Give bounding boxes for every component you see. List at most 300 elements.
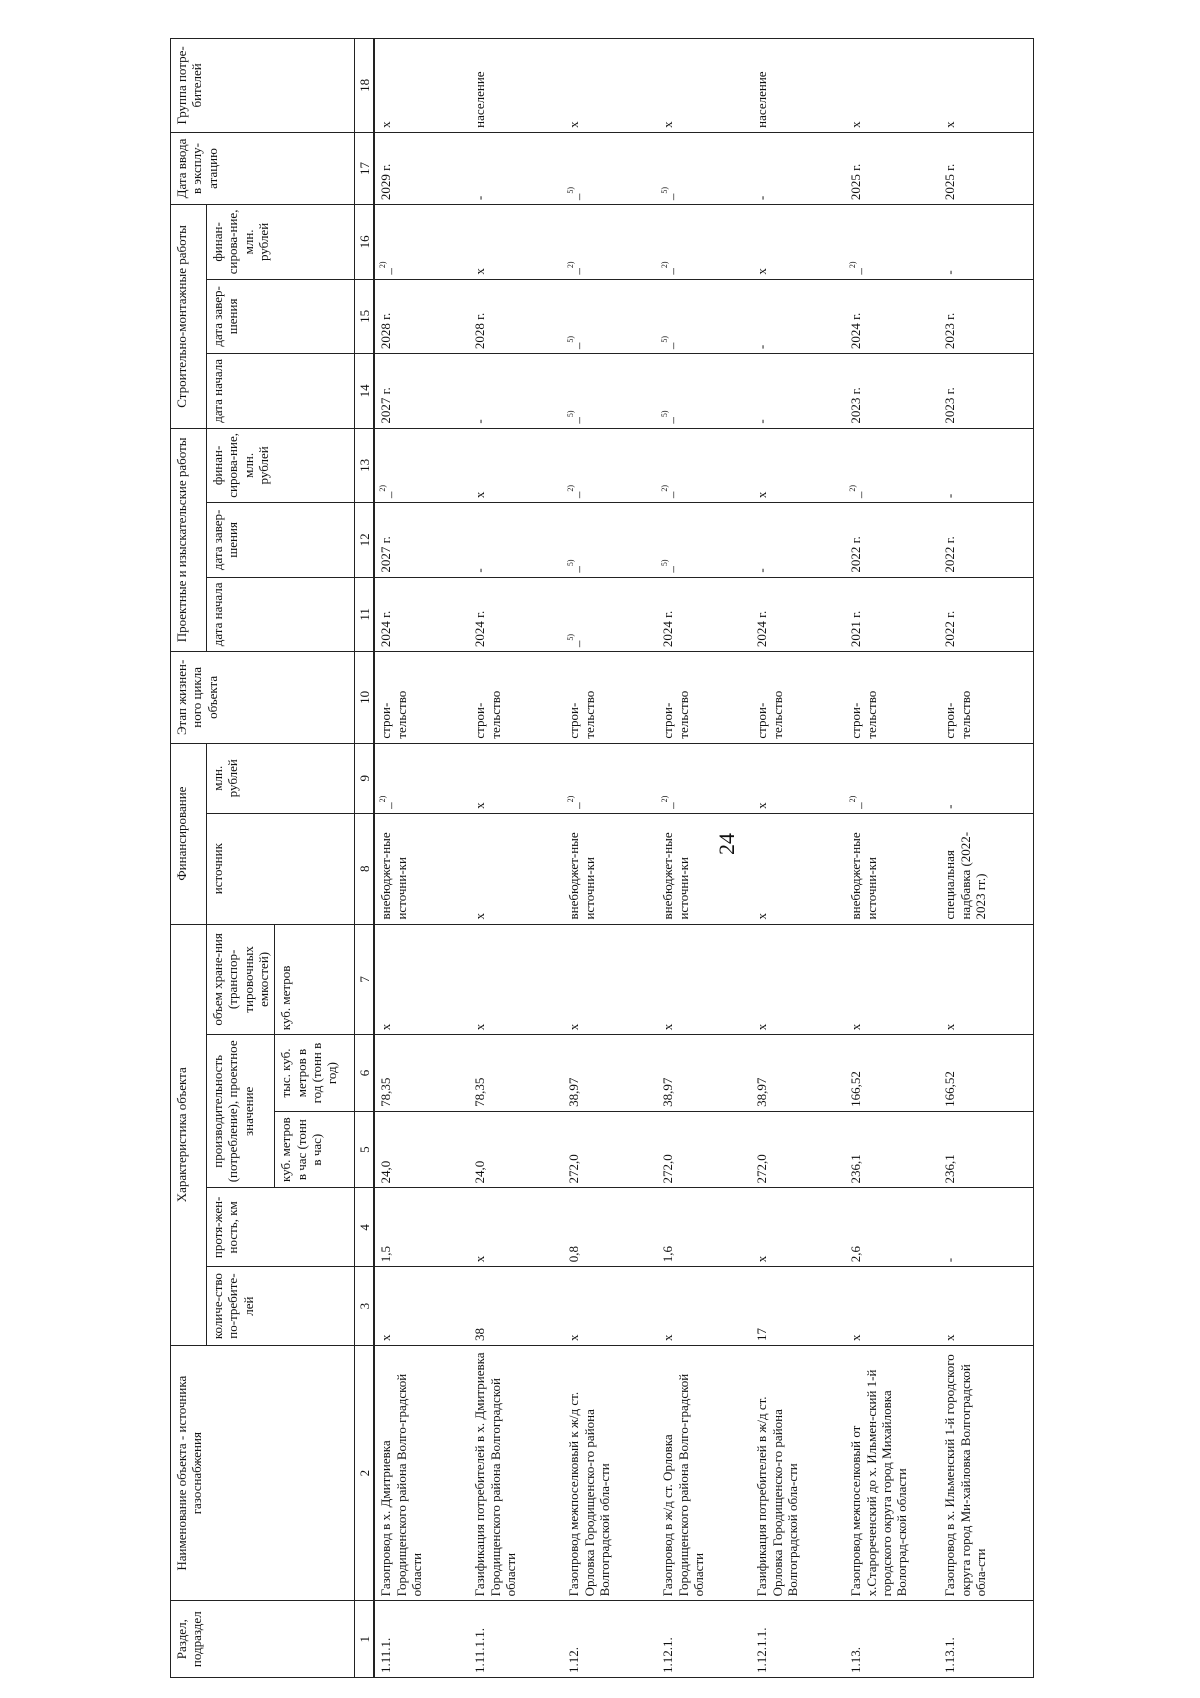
header-commissioning: Дата ввода в эксплу-атацию [171,132,355,204]
cell-value: строи-тельство [942,690,973,739]
cell-sec [751,1601,845,1678]
header-design: Проектные и изыскательские работы [171,428,207,651]
footnote-marker: 2) [378,484,388,492]
cell-value: x [566,121,582,128]
header-design-funding: финан-сирова-ние, млн. рублей [207,428,355,503]
cell-c7 [939,924,1034,1035]
cell-c14 [939,354,1034,428]
cell-c18 [657,39,751,133]
cell-c10 [563,652,657,744]
footnote-marker: 2) [848,484,858,492]
cell-value: строи-тельство [754,690,785,739]
col-number: 10 [355,652,375,744]
cell-c12 [845,503,939,577]
cell-c8 [657,813,751,924]
cell-value: 1.11.1. [378,1637,394,1673]
cell-c15 [374,279,469,353]
cell-c8 [939,813,1034,924]
col-number: 6 [355,1035,375,1112]
cell-value: Газификация потребителей в ж/д ст. Орловка Городищенско-го района Волгоградской обла-сти [754,1396,800,1597]
cell-c5 [845,1111,939,1188]
cell-value: x [566,1023,582,1031]
cell-value: 78,35 [378,1077,394,1107]
cell-value: x [472,1023,488,1031]
cell-c9 [939,743,1034,813]
cell-c10 [469,652,563,744]
cell-value: x [378,1023,394,1031]
cell-value: Газификация потребителей в х. Дмитриевка Городищенского района Волгоградской области [472,1352,518,1597]
footnote-marker: 2) [848,795,858,803]
cell-value: 2022 г. [848,536,864,573]
cell-c8 [469,813,563,924]
header-source: источник [207,813,355,924]
footnote-marker: 5) [566,410,576,418]
cell-value: 1.13.1. [942,1637,958,1673]
header-consumers-count: количе-ство по-требите-лей [207,1267,355,1346]
footnote-marker: 2) [848,261,858,269]
cell-value: внебюджет-ные источни-ки [660,832,691,920]
cell-value: 2023 г. [942,387,958,424]
cell-c14 [657,354,751,428]
cell-c14 [374,354,469,428]
cell-sec [845,1601,939,1678]
header-storage: объем хране-ния (транспор-тировочных емкостей) [207,924,275,1035]
cell-c15 [939,279,1034,353]
col-number: 1 [355,1601,375,1678]
cell-value: 272,0 [660,1154,676,1184]
header-consumer-group: Группа потре-бителей [171,39,355,133]
footnote-marker: 2) [660,484,670,492]
cell-value: 2023 г. [848,387,864,424]
header-stage: Этап жизнен-ного цикла объекта [171,652,355,744]
cell-c9 [751,743,845,813]
cell-c16 [939,205,1034,279]
cell-c6 [563,1035,657,1112]
cell-c15 [751,279,845,353]
cell-value: _ [660,491,676,499]
col-number: 9 [355,743,375,813]
cell-value: 236,1 [848,1154,864,1184]
cell-c16 [563,205,657,279]
header-construction: Строительно-монтажные работы [171,205,207,428]
cell-value: x [472,491,488,499]
cell-c13 [751,428,845,503]
cell-value: _ [566,566,582,573]
cell-c11 [563,577,657,651]
cell-c17 [469,132,563,204]
table-body [374,39,1034,1678]
col-number: 18 [355,39,375,133]
cell-c9 [374,743,469,813]
header-construction-end: дата завер-шения [207,279,355,353]
col-number: 13 [355,428,375,503]
cell-value: x [942,1334,958,1341]
cell-value: x [942,121,958,128]
cell-c18 [751,39,845,133]
footnote-marker: 2) [660,795,670,803]
cell-c16 [657,205,751,279]
cell-value: 2022 г. [942,536,958,573]
cell-value: строи-тельство [566,690,597,739]
cell-c11 [374,577,469,651]
cell-c10 [751,652,845,744]
rotated-table-container [170,38,1198,1678]
footnote-marker: 5) [660,559,670,567]
cell-c7 [563,924,657,1035]
cell-value: x [660,1334,676,1341]
cell-name [751,1345,845,1600]
table-row [751,39,845,1678]
cell-name [469,1345,563,1600]
cell-value: _ [660,268,676,275]
cell-c13 [374,428,469,503]
cell-value: - [472,195,488,201]
col-number: 8 [355,813,375,924]
cell-value: _ [566,268,582,275]
cell-c5 [939,1111,1034,1188]
cell-value: 166,52 [848,1071,864,1107]
cell-c11 [469,577,563,651]
cell-value: 1.13. [848,1647,864,1673]
cell-c13 [845,428,939,503]
cell-value: строи-тельство [378,690,409,739]
col-number: 15 [355,279,375,353]
cell-value: _ [660,342,676,350]
footnote-marker: 2) [566,261,576,269]
cell-value: 24,0 [378,1160,394,1184]
cell-c12 [563,503,657,577]
cell-value: - [942,1257,958,1263]
col-number: 2 [355,1345,375,1600]
cell-c5 [563,1111,657,1188]
cell-value: Газопровод межпоселковый от х.Старореченский до х. Ильмен-ский 1-й городского округа город Михайловка Волоград-ской области [848,1369,910,1597]
col-number: 17 [355,132,375,204]
cell-c15 [657,279,751,353]
col-number: 4 [355,1188,375,1267]
cell-sec [657,1601,751,1678]
cell-c15 [563,279,657,353]
col-number: 14 [355,354,375,428]
cell-c4 [374,1188,469,1267]
cell-c4 [563,1188,657,1267]
cell-value: - [754,568,770,573]
cell-c3 [845,1267,939,1346]
header-name: Наименование объекта - источника газоснабжения [171,1345,355,1600]
cell-c5 [751,1111,845,1188]
cell-c9 [845,743,939,813]
cell-value: x [848,1334,864,1341]
footnote-marker: 5) [566,187,576,194]
cell-c13 [469,428,563,503]
cell-c7 [469,924,563,1035]
cell-sec [374,1601,469,1678]
cell-value: x [754,913,770,920]
footnote-marker: 5) [566,559,576,567]
cell-c18 [374,39,469,133]
header-capacity: производительность (потребление), проектное значение [207,1035,275,1188]
header-thous-cub-per-year: тыс. куб. метров в год (тонн в год) [275,1035,355,1112]
cell-value: 2028 г. [472,312,488,350]
cell-value: x [472,802,488,809]
cell-value: внебюджет-ные источни-ки [566,832,597,920]
cell-name [657,1345,751,1600]
cell-c12 [939,503,1034,577]
cell-c18 [563,39,657,133]
cell-c7 [845,924,939,1035]
cell-c13 [563,428,657,503]
cell-c3 [657,1267,751,1346]
cell-value: - [942,493,958,499]
cell-value: 1.11.1.1. [472,1627,488,1673]
cell-value: x [754,491,770,499]
cell-value: 38,97 [566,1077,582,1107]
cell-c14 [563,354,657,428]
cell-c18 [939,39,1034,133]
cell-value: 1.12.1. [660,1637,676,1673]
cell-c8 [563,813,657,924]
header-cub-per-hour: куб. метров в час (тонн в час) [275,1111,355,1188]
cell-value: 2025 г. [848,163,864,201]
cell-name [374,1345,469,1600]
cell-value: x [942,1023,958,1031]
cell-c17 [374,132,469,204]
cell-value: 2029 г. [378,163,394,201]
cell-c11 [751,577,845,651]
cell-value: - [754,195,770,201]
cell-sec [469,1601,563,1678]
cell-c4 [469,1188,563,1267]
cell-c15 [845,279,939,353]
cell-value: - [472,568,488,573]
cell-value: 2027 г. [378,387,394,424]
cell-value: 0,8 [566,1245,582,1263]
cell-c8 [845,813,939,924]
header-mln-rub: млн. рублей [207,743,355,813]
footnote-marker: 2) [378,795,388,803]
cell-value: 2,6 [848,1245,864,1263]
cell-value: _ [378,491,394,499]
footnote-marker: 5) [660,335,670,343]
header-section: Раздел, подраздел [171,1601,355,1678]
cell-c12 [751,503,845,577]
cell-value: 2024 г. [472,610,488,648]
cell-value: x [660,1023,676,1031]
cell-value: 2024 г. [660,610,676,648]
header-characteristics: Характеристика объекта [171,924,207,1345]
cell-sec [939,1601,1034,1678]
cell-value: x [754,802,770,809]
table-row [845,39,939,1678]
cell-value: 2027 г. [378,536,394,573]
cell-value: _ [848,491,864,499]
cell-value: Газопровод в х. Ильменский 1-й городского округа город Ми-хайловка Волгоградской обла-сти [942,1354,988,1597]
header-design-start: дата начала [207,577,355,651]
table-row [563,39,657,1678]
cell-value: x [378,1334,394,1341]
cell-c3 [563,1267,657,1346]
cell-c6 [657,1035,751,1112]
table-row [657,39,751,1678]
cell-value: специальная надбавка (2022-2023 гг.) [942,831,988,920]
cell-c12 [469,503,563,577]
cell-value: 2024 г. [848,312,864,350]
cell-c13 [657,428,751,503]
cell-value: _ [660,802,676,809]
cell-c4 [751,1188,845,1267]
cell-value: _ [660,417,676,424]
cell-value: строи-тельство [848,690,879,739]
cell-value: 272,0 [754,1154,770,1184]
cell-c7 [751,924,845,1035]
col-number: 3 [355,1267,375,1346]
cell-value: x [472,268,488,275]
cell-value: 78,35 [472,1077,488,1107]
cell-name [563,1345,657,1600]
col-number: 16 [355,205,375,279]
cell-c10 [845,652,939,744]
cell-c16 [751,205,845,279]
cell-value: Газопровод в х. Дмитриевка Городищенского района Волго-градской области [378,1373,424,1597]
cell-value: население [472,71,488,128]
cell-value: x [754,1255,770,1263]
cell-value: 24,0 [472,1160,488,1184]
cell-value: 236,1 [942,1154,958,1184]
cell-value: _ [378,802,394,809]
cell-c10 [374,652,469,744]
cell-value: _ [566,342,582,350]
cell-value: 1.12.1.1. [754,1627,770,1673]
cell-c9 [657,743,751,813]
cell-c12 [374,503,469,577]
cell-sec [563,1601,657,1678]
cell-c16 [845,205,939,279]
cell-c17 [939,132,1034,204]
cell-value: x [848,121,864,128]
header-financing: Финансирование [171,743,207,924]
cell-c18 [469,39,563,133]
cell-c11 [657,577,751,651]
cell-value: 2022 г. [942,610,958,648]
cell-c3 [939,1267,1034,1346]
cell-c7 [657,924,751,1035]
cell-c5 [374,1111,469,1188]
cell-value: _ [566,193,582,201]
cell-value: 166,52 [942,1071,958,1107]
cell-value: - [942,270,958,275]
cell-c16 [469,205,563,279]
cell-c5 [469,1111,563,1188]
cell-c17 [657,132,751,204]
cell-value: 1,5 [378,1245,394,1263]
cell-c8 [374,813,469,924]
cell-c11 [939,577,1034,651]
cell-c10 [657,652,751,744]
cell-value: строи-тельство [660,690,691,739]
gas-supply-table [170,38,1034,1678]
cell-c4 [845,1188,939,1267]
table-row [469,39,563,1678]
footnote-marker: 5) [660,187,670,194]
cell-value: _ [848,802,864,809]
cell-value: _ [566,417,582,424]
cell-c15 [469,279,563,353]
cell-c6 [939,1035,1034,1112]
footnote-marker: 2) [378,261,388,269]
cell-c17 [845,132,939,204]
cell-value: 2025 г. [942,163,958,201]
cell-value: - [754,344,770,350]
cell-c6 [845,1035,939,1112]
cell-value: 2024 г. [378,610,394,648]
col-number: 11 [355,577,375,651]
cell-value: 17 [754,1327,770,1341]
cell-name [939,1345,1034,1600]
cell-c17 [563,132,657,204]
cell-value: _ [378,268,394,275]
cell-value: x [378,121,394,128]
cell-c9 [469,743,563,813]
footnote-marker: 2) [566,795,576,803]
cell-c4 [657,1188,751,1267]
cell-name [845,1345,939,1600]
cell-value: - [754,419,770,424]
cell-value: _ [566,802,582,809]
cell-c14 [845,354,939,428]
cell-value: x [754,268,770,275]
cell-c14 [751,354,845,428]
page-number: 24 [714,833,739,855]
footnote-marker: 5) [660,410,670,418]
cell-c3 [374,1267,469,1346]
cell-c6 [751,1035,845,1112]
cell-value: строи-тельство [472,690,503,739]
table-row [374,39,469,1678]
footnote-marker: 2) [660,261,670,269]
cell-c13 [939,428,1034,503]
footnote-marker: 5) [566,633,576,641]
cell-c8 [751,813,845,924]
cell-value: 38,97 [754,1077,770,1107]
cell-value: 2021 г. [848,610,864,648]
cell-c5 [657,1111,751,1188]
cell-c14 [469,354,563,428]
cell-value: население [754,71,770,128]
header-storage-unit: куб. метров [275,924,355,1035]
cell-c4 [939,1188,1034,1267]
header-length: протя-жен-ность, км [207,1188,355,1267]
cell-value: _ [660,193,676,201]
cell-value: внебюджет-ные источни-ки [378,832,409,920]
col-number: 7 [355,924,375,1035]
cell-value: _ [848,268,864,275]
header-construction-start: дата начала [207,354,355,428]
cell-value: 2024 г. [754,610,770,648]
col-number: 12 [355,503,375,577]
cell-c6 [469,1035,563,1112]
cell-value: x [566,1334,582,1341]
cell-value: 2028 г. [378,312,394,350]
cell-value: внебюджет-ные источни-ки [848,832,879,920]
cell-value: _ [660,566,676,573]
cell-c10 [939,652,1034,744]
col-number: 5 [355,1111,375,1188]
cell-c6 [374,1035,469,1112]
header-construction-funding: финан-сирова-ние, млн. рублей [207,205,355,279]
cell-value: 38,97 [660,1077,676,1107]
cell-value: _ [566,491,582,499]
cell-c11 [845,577,939,651]
cell-c16 [374,205,469,279]
